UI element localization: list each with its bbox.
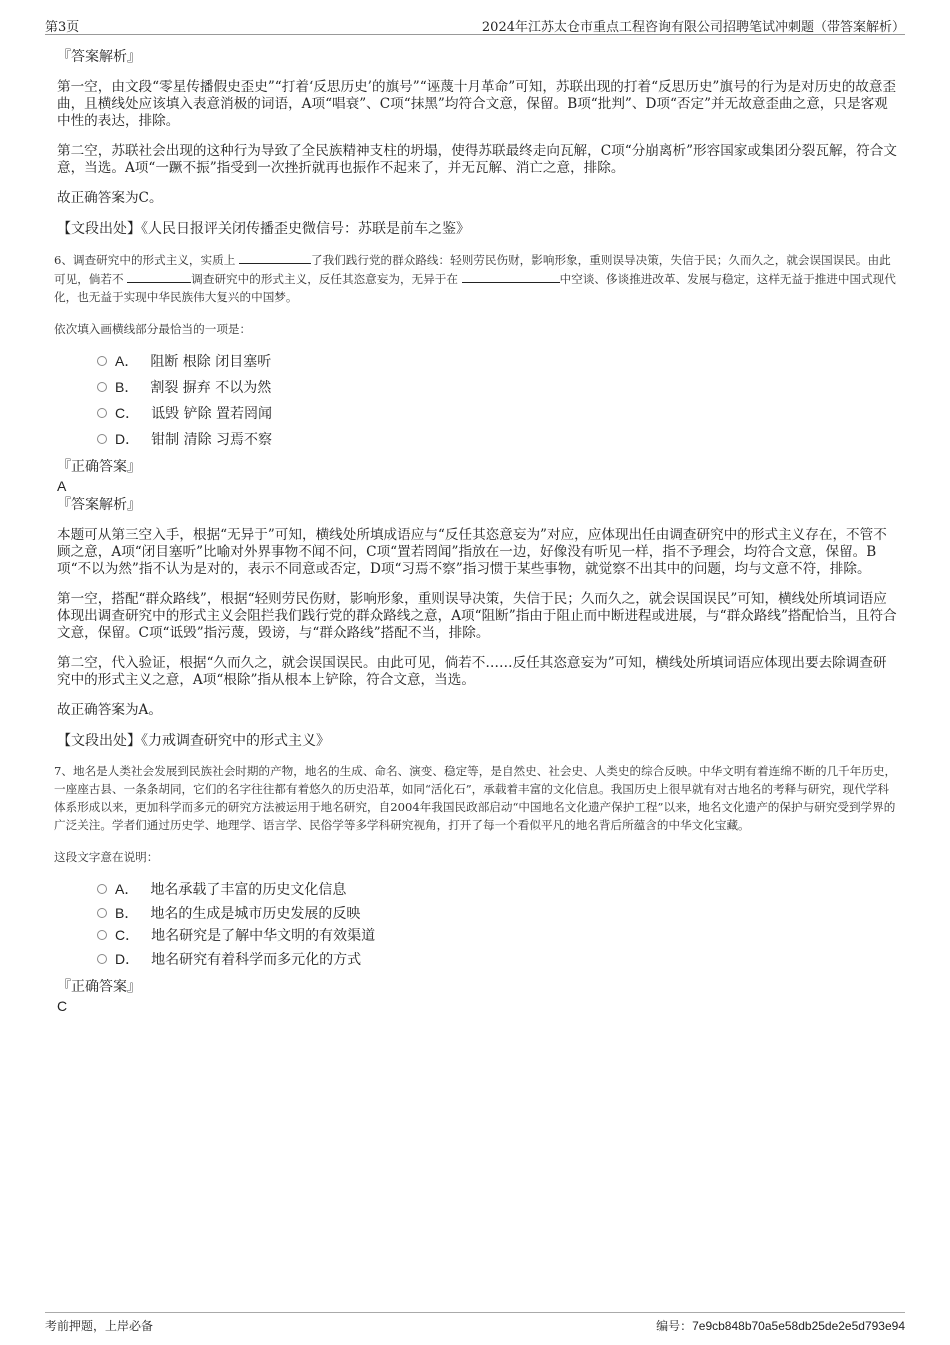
option-b[interactable]: B． 地名的生成是城市历史发展的反映 [97, 902, 899, 924]
page-footer [45, 1312, 905, 1335]
radio-icon[interactable] [97, 408, 107, 418]
option-d[interactable]: D． 地名研究有着科学而多元化的方式 [97, 946, 899, 972]
document-title: 2024年江苏太仓市重点工程咨询有限公司招聘笔试冲刺题（带答案解析） [481, 20, 905, 35]
correct-answer: C [57, 998, 68, 1014]
document-code: 编号：7e9cb848b70a5e58db25de2e5d793e94 [656, 1319, 905, 1333]
correct-answer: A [57, 478, 67, 494]
radio-icon[interactable] [97, 930, 107, 940]
radio-icon[interactable] [97, 356, 107, 366]
question-6-options [97, 348, 899, 452]
analysis-conclusion: 故正确答案为A。 [57, 702, 162, 718]
option-c[interactable]: C． 地名研究是了解中华文明的有效渠道 [97, 924, 899, 946]
answer-heading: 『正确答案』 [57, 459, 141, 475]
option-d[interactable]: D． 钳制 清除 习焉不察 [97, 426, 899, 452]
analysis-paragraph: 第二空，苏联社会出现的这种行为导致了全民族精神支柱的坍塌，使得苏联最终走向瓦解，C项“分崩离析”形容国家或集团分裂瓦解，符合文意，当选。A项“一蹶不振”指受到一次挫折就再也振作不起来了，并无瓦解、消亡之意，排除。 [57, 143, 897, 176]
option-b[interactable]: B． 割裂 摒弃 不以为然 [97, 374, 899, 400]
option-a[interactable]: A． 阻断 根除 闭目塞听 [97, 348, 899, 374]
radio-icon[interactable] [97, 884, 107, 894]
question-7-prompt: 这段文字意在说明： [54, 850, 159, 864]
radio-icon[interactable] [97, 908, 107, 918]
radio-icon[interactable] [97, 434, 107, 444]
analysis-conclusion: 故正确答案为C。 [57, 190, 163, 206]
page-number: 第3页 [45, 20, 80, 35]
question-6-prompt: 依次填入画横线部分最恰当的一项是： [54, 322, 252, 336]
page-content [54, 48, 899, 1016]
passage-source: 【文段出处】《人民日报评关闭传播歪史微信号：苏联是前车之鉴》 [57, 221, 470, 237]
option-a[interactable]: A． 地名承载了丰富的历史文化信息 [97, 876, 899, 902]
radio-icon[interactable] [97, 954, 107, 964]
page-header [45, 14, 905, 35]
analysis-paragraph: 第一空，由文段“零星传播假史歪史”“打着‘反思历史’的旗号”“诬蔑十月革命”可知，苏联出现的打着“反思历史”旗号的行为是对历史的故意歪曲，且横线处应该填入表意消极的词语，A项“唱衰”、C项“抹黑”均符合文意，保留。B项“批判”、D项“否定”并无故意歪曲之意，只是客观中性的表达，排除。 [57, 79, 897, 129]
question-7-text: 7、地名是人类社会发展到民族社会时期的产物，地名的生成、命名、演变、稳定等，是自然史、社会史、人类史的综合反映。中华文明有着连绵不断的几千年历史，一座座古县、一条条胡同，它们的名字往往都有着悠久的历史沿革，如同“活化石”，承载着丰富的文化信息。我国历史上很早就有对古地名的考释与研究，现代学科体系形成以来，更加科学而多元的研究方法被运用于地名研究，自2004年我国民政部启动“中国地名文化遗产保护工程”以来，地名文化遗产的保护与研究受到学界的广泛关注。学者们通过历史学、地理学、语言学、民俗学等多学科研究视角，打开了每一个看似平凡的地名背后所蕴含的中华文化宝藏。 [54, 764, 897, 832]
answer-heading: 『正确答案』 [57, 979, 141, 995]
footer-slogan: 考前押题，上岸必备 [45, 1319, 154, 1333]
analysis-paragraph: 第一空，搭配“群众路线”，根据“轻则劳民伤财，影响形象，重则误导决策，失信于民；久而久之，就会误国误民”可知，横线处所填词语应体现出调查研究中的形式主义会阻拦我们践行党的群众路线之意，A项“阻断”指由于阻止而中断进程或进展，与“群众路线”搭配恰当，且符合文意，保留。C项“诋毁”指污蔑，毁谤，与“群众路线”搭配不当，排除。 [57, 591, 897, 641]
passage-source: 【文段出处】《力戒调查研究中的形式主义》 [57, 733, 330, 749]
fill-blank[interactable] [127, 269, 191, 283]
analysis-heading: 『答案解析』 [57, 497, 141, 513]
question-7-options [97, 876, 899, 972]
option-c[interactable]: C． 诋毁 铲除 置若罔闻 [97, 400, 899, 426]
analysis-paragraph: 第二空，代入验证，根据“久而久之，就会误国误民。由此可见，倘若不……反任其恣意妄为”可知，横线处所填词语应体现出要去除调查研究中的形式主义之意，A项“根除”指从根本上铲除，符合文意，当选。 [57, 655, 887, 688]
analysis-paragraph: 本题可从第三空入手，根据“无异于”可知，横线处所填成语应与“反任其恣意妄为”对应，应体现出任由调查研究中的形式主义存在，不管不顾之意，A项“闭目塞听”比喻对外界事物不闻不问，C项“置若罔闻”指放在一边，好像没有听见一样，指不予理会，均符合文意，保留。B项“不以为然”指不认为是对的，表示不同意或否定，D项“习焉不察”指习惯于某些事物，就觉察不出其中的问题，均与文意不符，排除。 [57, 527, 887, 577]
fill-blank[interactable] [239, 250, 311, 264]
question-6-text: 6、调查研究中的形式主义，实质上 了我们践行党的群众路线：轻则劳民伤财，影响形象，重则误导决策，失信于民；久而久之，就会误国误民。由此可见，倘若不 调查研究中的形式主义，反任其恣意妄为，无异于在 中空谈、侈谈推进改革、发展与稳定，这样无益于推进中国式现代化，也无益于实现中华民族伟大复兴的中国梦。 [54, 250, 899, 306]
fill-blank[interactable] [462, 269, 560, 283]
radio-icon[interactable] [97, 382, 107, 392]
analysis-heading: 『答案解析』 [57, 49, 141, 65]
